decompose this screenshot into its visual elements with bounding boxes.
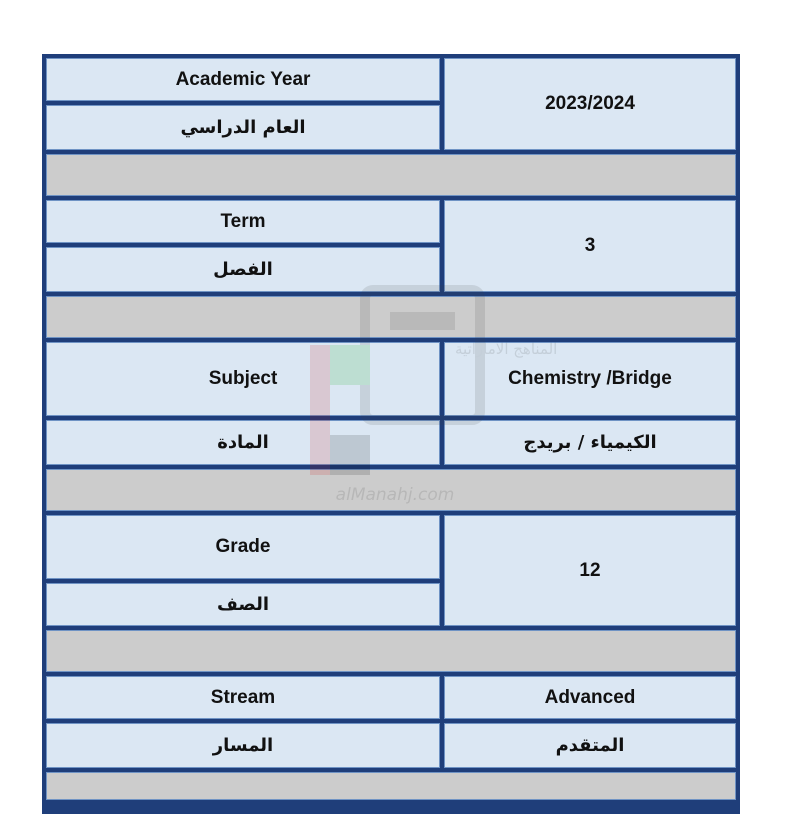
separator-row — [46, 772, 736, 800]
subject-label-en: Subject — [46, 342, 440, 416]
grade-label-ar: الصف — [46, 583, 440, 626]
academic-year-label-en: Academic Year — [46, 58, 440, 101]
separator-row — [46, 154, 736, 196]
grade-label-en: Grade — [46, 515, 440, 579]
term-value: 3 — [444, 200, 736, 292]
separator-row — [46, 296, 736, 338]
academic-year-label-ar: العام الدراسي — [46, 105, 440, 150]
academic-year-value: 2023/2024 — [444, 58, 736, 150]
term-label-ar: الفصل — [46, 247, 440, 292]
subject-value-ar: الكيمياء / بريدج — [444, 420, 736, 465]
separator-row — [46, 469, 736, 511]
stream-label-en: Stream — [46, 676, 440, 719]
subject-label-ar: المادة — [46, 420, 440, 465]
stream-label-ar: المسار — [46, 723, 440, 768]
stream-value-en: Advanced — [444, 676, 736, 719]
subject-value-en: Chemistry /Bridge — [444, 342, 736, 416]
stream-value-ar: المتقدم — [444, 723, 736, 768]
term-label-en: Term — [46, 200, 440, 243]
separator-row — [46, 630, 736, 672]
grade-value: 12 — [444, 515, 736, 626]
